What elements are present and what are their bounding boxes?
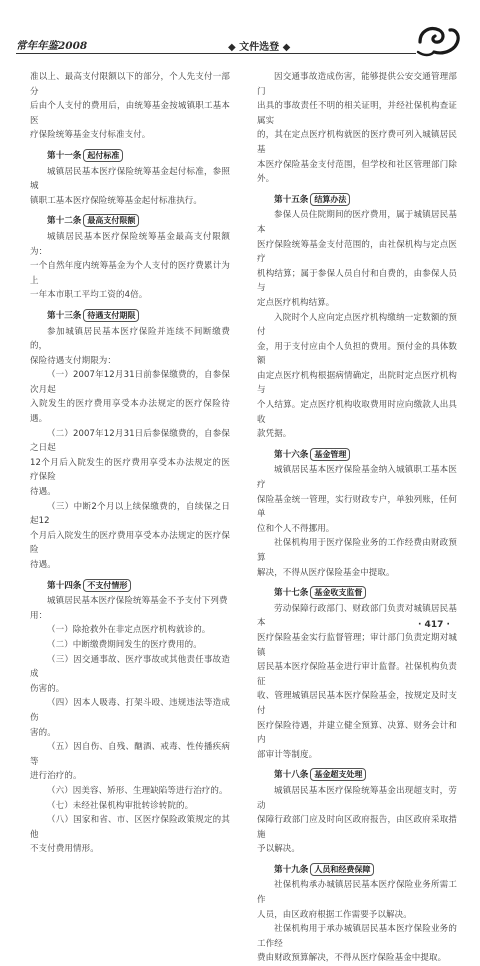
article-12-text: 一年本市职工平均工资的4倍。 (30, 290, 148, 301)
article-13-text: 参加城镇居民基本医疗保险并连续不间断缴费的， (30, 326, 230, 352)
article-11-text: 城镇居民基本医疗保险统筹基金起付标准，参照城 (30, 166, 230, 192)
article-16-text: 位和个人不得挪用。 (257, 523, 335, 534)
intro-line: 本医疗保险基金支付范围，但学校和社区管理部门除外。 (257, 159, 457, 185)
intro-line: 出具的事故责任不明的相关证明，并经社保机构查证属实 (257, 101, 457, 126)
left-column (30, 70, 230, 857)
article-15-text: 医疗保险统筹基金支付范围的，由社保机构与定点医疗 (257, 239, 457, 265)
intro-line: 疗保险统筹基金支付标准支付。 (30, 130, 151, 141)
article-16-text: 城镇居民基本医疗保险基金纳入城镇职工基本医疗 (257, 465, 457, 491)
article-15-text: 个人结算。定点医疗机构收取费用时应向缴款人出具收 (257, 400, 457, 425)
article-18-text: 予以解决。 (257, 844, 301, 855)
article-18-text: 城镇居民基本医疗保险统筹基金出现超支时，劳动 (257, 785, 457, 811)
page-header (16, 38, 452, 52)
article-15-text: 由定点医疗机构根据病情确定，出院时定点医疗机构与 (257, 370, 457, 396)
article-13-item: 12个月后入院发生的医疗费用享受本办法规定的医疗保险 (30, 457, 230, 483)
article-14-text: 城镇居民基本医疗保险统筹基金不予支付下列费 (47, 596, 228, 607)
article-13-item: （二）2007年12月31日后参保缴费的，自参保之日起 (30, 428, 230, 454)
article-14-item: （七）未经社保机构审批转诊转院的。 (47, 800, 194, 811)
article-18-heading: 第十八条 基金超支处理 (257, 768, 457, 783)
article-13-item: 待遇。 (30, 487, 56, 498)
article-13-text: 保险待遇支付期限为： (30, 355, 117, 366)
article-14-item: 害的。 (30, 727, 56, 738)
article-13-heading: 第十三条 待遇支付期限 (30, 309, 230, 324)
article-19-text: 费由财政预算解决，不得从医疗保险基金中提取。 (257, 953, 447, 964)
article-14-item: （四）因本人吸毒、打架斗殴、违规违法等造成伤 (30, 698, 230, 723)
article-14-item: （五）因自伤、自残、酗酒、戒毒、性传播疾病等 (30, 742, 230, 767)
article-11-text: 镇职工基本医疗保险统筹基金起付标准执行。 (30, 195, 203, 206)
right-column (257, 70, 457, 966)
header-rule (16, 53, 416, 54)
article-19-text: 社保机构承办城镇居民基本医疗保险业务所需工作 (257, 880, 457, 906)
article-12-text: 城镇居民基本医疗保险统筹基金最高支付限额为： (30, 231, 230, 257)
article-16-heading: 第十六条 基金管理 (257, 448, 457, 463)
article-17-text: 收、管理城镇居民基本医疗保险基金，按规定及时支付 (257, 691, 457, 716)
article-15-heading: 第十五条 结算办法 (257, 193, 457, 208)
article-13-item: （三）中断2个月以上续保缴费的，自续保之日起12 (30, 501, 230, 527)
article-16-text: 保险基金统一管理，实行财政专户，单独列账，任何单 (257, 494, 457, 520)
article-14-text: 用： (30, 610, 48, 621)
article-12-heading: 第十二条 最高支付限额 (30, 214, 230, 229)
article-14-item: 不支付费用情形。 (30, 844, 99, 855)
intro-line: 后由个人支付的费用后，由统筹基金按城镇职工基本医 (30, 101, 230, 126)
article-13-item: 入院发生的医疗费用享受本办法规定的医疗保险待遇。 (30, 399, 230, 425)
article-15-text: 金，用于支付应由个人负担的费用。预付金的具体数额 (257, 341, 457, 367)
article-14-heading: 第十四条 不支付情形 (30, 579, 230, 594)
yearbook-logo-icon (414, 22, 464, 60)
article-19-text: 社保机构用于承办城镇居民基本医疗保险业务的工作经 (257, 924, 457, 949)
article-14-item: （二）中断缴费期间发生的医疗费用的。 (47, 639, 202, 650)
article-17-text: 医疗保险待遇，并建立健全预算、决算、财务会计和内 (257, 720, 457, 746)
article-15-text: 机构结算；属于参保人员自付和自费的，由参保人员与 (257, 268, 457, 294)
article-14-item: 进行治疗的。 (30, 771, 82, 782)
intro-line: 准以上、最高支付限额以下的部分，个人先支付一部分 (30, 72, 230, 97)
section-title: ◆ 文件选登 ◆ (228, 42, 291, 53)
article-15-text: 定点医疗机构结算。 (257, 297, 335, 308)
article-16-text: 社保机构用于医疗保险业务的工作经费由财政预算 (257, 538, 457, 563)
article-17-text: 部审计等制度。 (257, 749, 318, 760)
article-15-text: 入院时个人应向定点医疗机构缴纳一定数额的预付 (257, 312, 457, 338)
article-14-item: （八）国家和省、市、区医疗保险政策规定的其他 (30, 815, 230, 840)
article-15-text: 参保人员住院期间的医疗费用，属于城镇居民基本 (257, 210, 457, 235)
article-15-text: 款凭据。 (257, 429, 292, 440)
article-13-item: 待遇。 (30, 560, 56, 570)
intro-line: 的，其在定点医疗机构就医的医疗费可列入城镇居民基 (257, 130, 457, 155)
yearbook-title: 常年年鉴2008 (16, 40, 88, 52)
article-17-text: 医疗保险基金实行监督管理；审计部门负责定期对城镇 (257, 632, 457, 658)
article-12-text: 一个自然年度内统筹基金为个人支付的医疗费累计为上 (30, 261, 230, 286)
article-14-item: （一）除抢救外在非定点医疗机构就诊的。 (47, 625, 211, 636)
article-11-heading: 第十一条 起付标准 (30, 149, 230, 164)
article-19-heading: 第十九条 人员和经费保障 (257, 863, 457, 878)
article-18-text: 保障行政部门应及时向区政府报告，由区政府采取措施 (257, 815, 457, 840)
article-16-text: 解决，不得从医疗保险基金中提取。 (257, 567, 395, 578)
article-19-text: 人员，由区政府根据工作需要予以解决。 (257, 909, 412, 920)
intro-line: 因交通事故造成伤害，能够提供公安交通管理部门 (257, 72, 457, 97)
article-17-text: 居民基本医疗保险基金进行审计监督。社保机构负责征 (257, 662, 457, 687)
article-13-item: 个月后入院发生的医疗费用享受本办法规定的医疗保险 (30, 530, 230, 556)
article-14-item: （三）因交通事故、医疗事故或其他责任事故造成 (30, 654, 230, 680)
article-17-heading: 第十七条 基金收支监督 (257, 586, 457, 601)
page-number: · 417 · (418, 620, 450, 630)
article-13-item: （一）2007年12月31日前参保缴费的，自参保次月起 (30, 370, 230, 395)
article-14-item: 伤害的。 (30, 683, 65, 694)
article-17-text: 劳动保障行政部门、财政部门负责对城镇居民基本 (257, 603, 457, 629)
article-14-item: （六）因美容、矫形、生理缺陷等进行治疗的。 (47, 785, 228, 796)
